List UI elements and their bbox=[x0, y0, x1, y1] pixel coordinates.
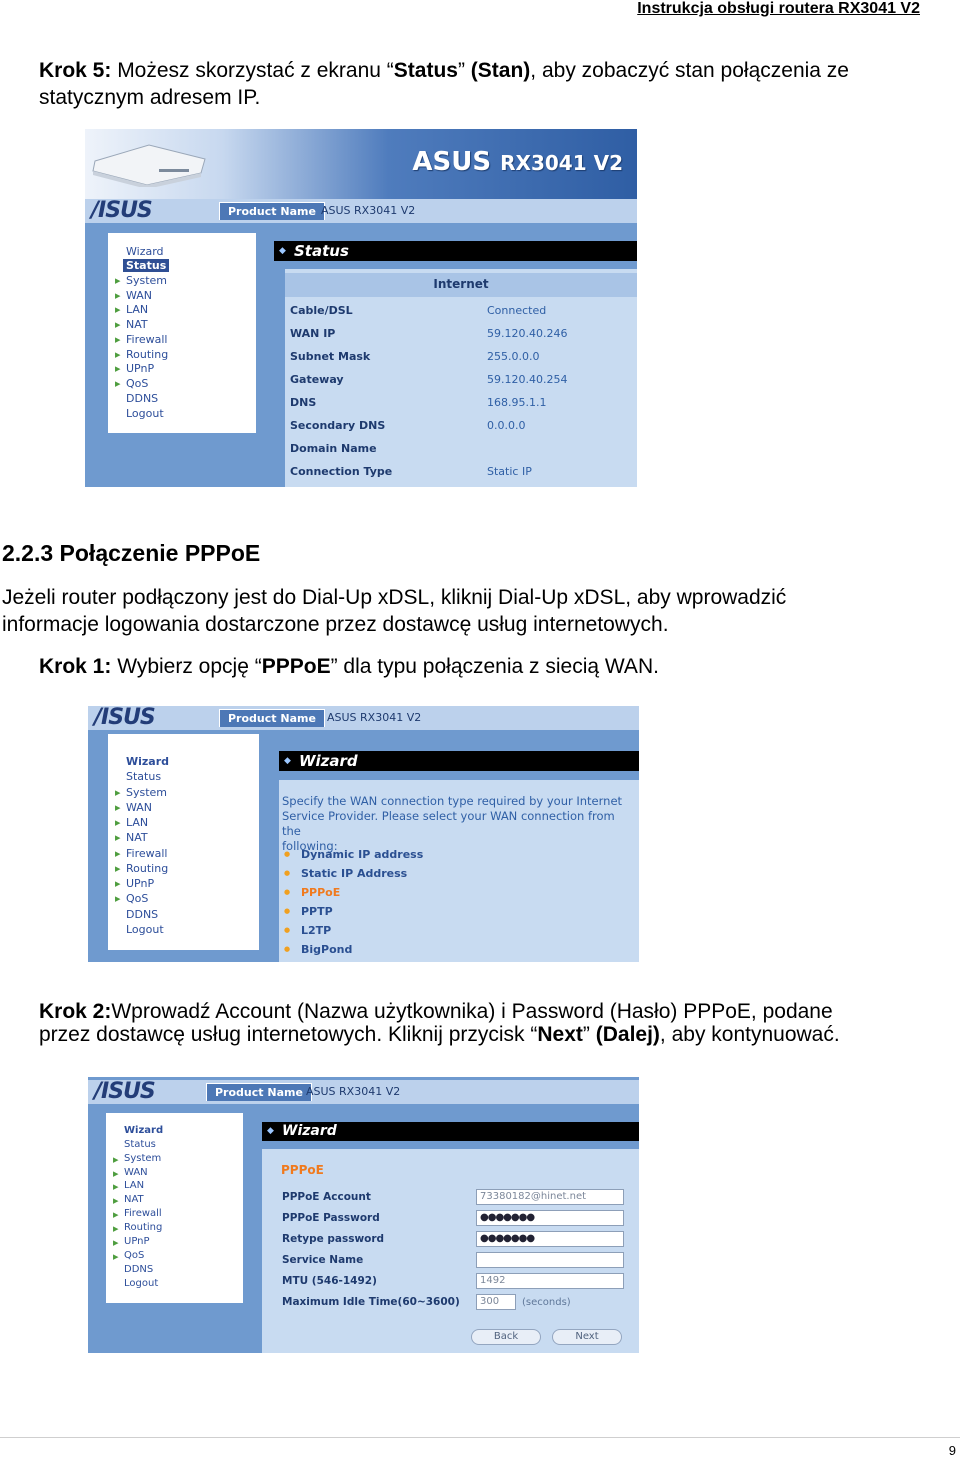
step2-prefix: Krok 2: bbox=[39, 1000, 112, 1023]
menu-wizard[interactable]: Wizard bbox=[126, 245, 164, 258]
menu-ddns[interactable]: DDNS bbox=[124, 1264, 154, 1275]
product-name-value: ASUS RX3041 V2 bbox=[306, 1085, 401, 1098]
document-header-title: Instrukcja obsługi routera RX3041 V2 bbox=[637, 0, 920, 17]
step5-text-3: , aby zobaczyć stan połączenia ze bbox=[530, 59, 849, 82]
step5-paragraph bbox=[39, 57, 939, 111]
side-menu bbox=[108, 734, 259, 950]
step2-paragraph bbox=[39, 1000, 944, 1046]
step5-line-2: statycznym adresem IP. bbox=[39, 86, 261, 109]
service-name-input[interactable] bbox=[476, 1252, 624, 1268]
pppoe-title-bar: ◆ Wizard bbox=[262, 1122, 639, 1141]
step2-text-1: Wprowadź Account (Nazwa użytkownika) i Password (Hasło) PPPoE, podane bbox=[111, 1000, 833, 1023]
menu-qos[interactable]: ▸ QoS bbox=[126, 892, 148, 905]
menu-upnp[interactable]: ▸ UPnP bbox=[124, 1236, 150, 1247]
option-pptp[interactable]: ● PPTP bbox=[301, 905, 333, 918]
pppoe-password-input[interactable]: ●●●●●●● bbox=[476, 1210, 624, 1226]
menu-qos[interactable]: ▸ QoS bbox=[124, 1250, 144, 1261]
status-row-value: 0.0.0.0 bbox=[487, 419, 526, 432]
brand-text: ASUS bbox=[412, 147, 492, 177]
model-text: RX3041 V2 bbox=[500, 151, 623, 175]
mtu-label: MTU (546-1492) bbox=[282, 1275, 377, 1287]
brand-model-title bbox=[412, 147, 623, 177]
seconds-unit: (seconds) bbox=[522, 1297, 571, 1308]
step5-status-term: Status bbox=[393, 59, 458, 82]
footer-divider bbox=[0, 1437, 960, 1438]
menu-wan[interactable]: ▸ WAN bbox=[126, 801, 152, 814]
menu-upnp[interactable]: ▸ UPnP bbox=[126, 877, 154, 890]
menu-wan[interactable]: ▸ WAN bbox=[126, 289, 152, 302]
asus-logo: /ISUS bbox=[91, 198, 152, 223]
section-intro-line-2: informacje logowania dostarczone przez dostawcę usług internetowych. bbox=[2, 613, 669, 636]
status-row-value: 59.120.40.254 bbox=[487, 373, 568, 386]
router-image-icon bbox=[89, 139, 209, 187]
menu-status[interactable]: Status bbox=[123, 259, 169, 272]
page-number: 9 bbox=[948, 1443, 956, 1458]
status-row-value: 168.95.1.1 bbox=[487, 396, 547, 409]
step1-pppoe-term: PPPoE bbox=[261, 655, 331, 678]
pppoe-account-label: PPPoE Account bbox=[282, 1191, 371, 1203]
status-title-bar: ◆ Status bbox=[274, 241, 637, 261]
wizard-content-panel bbox=[279, 780, 639, 962]
section-intro-line-1: Jeżeli router podłączony jest do Dial-Up xDSL, kliknij Dial-Up xDSL, aby wprowadzić bbox=[2, 586, 787, 609]
product-name-value: ASUS RX3041 V2 bbox=[327, 711, 422, 724]
step5-text-1: Możesz skorzystać z ekranu “ bbox=[111, 59, 394, 82]
wizard-title-bar: ◆ Wizard bbox=[279, 751, 639, 771]
status-row-value: 255.0.0.0 bbox=[487, 350, 540, 363]
idle-time-label: Maximum Idle Time(60~3600) bbox=[282, 1296, 460, 1308]
status-content-panel bbox=[285, 269, 637, 487]
status-row-value: Static IP bbox=[487, 465, 532, 478]
wizard-intro-line: following: bbox=[282, 839, 338, 853]
product-name-value: ASUS RX3041 V2 bbox=[321, 204, 416, 217]
menu-status[interactable]: Status bbox=[126, 770, 162, 783]
menu-logout[interactable]: Logout bbox=[126, 923, 164, 936]
product-name-label: Product Name bbox=[219, 709, 325, 727]
menu-nat[interactable]: ▸ NAT bbox=[124, 1194, 144, 1205]
status-row-label: Secondary DNS bbox=[290, 419, 386, 432]
step2-text-3: ” bbox=[582, 1023, 596, 1046]
retype-password-label: Retype password bbox=[282, 1233, 385, 1245]
wizard-intro-line: Service Provider. Please select your WAN connection from the bbox=[282, 809, 615, 838]
menu-routing[interactable]: ▸ Routing bbox=[126, 348, 168, 361]
pppoe-screenshot bbox=[88, 1077, 639, 1353]
menu-system[interactable]: ▸ System bbox=[124, 1153, 161, 1164]
status-row-value: 59.120.40.246 bbox=[487, 327, 568, 340]
product-name-label: Product Name bbox=[219, 202, 325, 220]
service-name-label: Service Name bbox=[282, 1254, 364, 1266]
menu-lan[interactable]: ▸ LAN bbox=[124, 1180, 144, 1191]
side-menu bbox=[108, 233, 256, 433]
step5-stan-term: (Stan) bbox=[470, 59, 531, 82]
status-row-label: WAN IP bbox=[290, 327, 336, 340]
status-row-value: Connected bbox=[487, 304, 547, 317]
option-dynamic-ip[interactable]: ● Dynamic IP address bbox=[301, 848, 423, 861]
option-l2tp[interactable]: ● L2TP bbox=[301, 924, 331, 937]
next-button[interactable]: Next bbox=[552, 1329, 622, 1345]
status-row-label: Subnet Mask bbox=[290, 350, 371, 363]
menu-lan[interactable]: ▸ LAN bbox=[126, 816, 148, 829]
asus-logo: /ISUS bbox=[94, 1079, 155, 1104]
product-strip bbox=[85, 199, 637, 223]
status-row-label: Gateway bbox=[290, 373, 344, 386]
menu-firewall[interactable]: ▸ Firewall bbox=[124, 1208, 162, 1219]
menu-nat[interactable]: ▸ NAT bbox=[126, 831, 148, 844]
menu-qos[interactable]: ▸ QoS bbox=[126, 377, 148, 390]
wizard-intro-line: Specify the WAN connection type required by your Internet bbox=[282, 794, 623, 808]
menu-routing[interactable]: ▸ Routing bbox=[126, 862, 168, 875]
status-row-label: Cable/DSL bbox=[290, 304, 353, 317]
side-menu bbox=[106, 1113, 243, 1303]
step1-prefix: Krok 1: bbox=[39, 655, 112, 678]
menu-wizard[interactable]: Wizard bbox=[126, 755, 170, 768]
section-heading: 2.2.3 Połączenie PPPoE bbox=[2, 540, 261, 566]
menu-firewall[interactable]: ▸ Firewall bbox=[126, 333, 167, 346]
status-row-label: Domain Name bbox=[290, 442, 377, 455]
section-intro bbox=[2, 584, 942, 638]
step1-text-2: ” dla typu połączenia z siecią WAN. bbox=[330, 655, 659, 678]
product-strip bbox=[88, 706, 639, 730]
menu-system[interactable]: ▸ System bbox=[126, 274, 167, 287]
retype-password-input[interactable]: ●●●●●●● bbox=[476, 1231, 624, 1247]
step2-dalej-term: (Dalej) bbox=[595, 1023, 660, 1046]
status-screenshot bbox=[85, 129, 637, 487]
back-button[interactable]: Back bbox=[471, 1329, 541, 1345]
menu-wizard[interactable]: Wizard bbox=[124, 1125, 164, 1136]
wizard-intro bbox=[282, 794, 637, 854]
product-strip bbox=[88, 1080, 639, 1104]
menu-ddns[interactable]: DDNS bbox=[126, 392, 159, 405]
pppoe-content-panel bbox=[262, 1149, 639, 1353]
step1-paragraph bbox=[39, 653, 939, 680]
menu-upnp[interactable]: ▸ UPnP bbox=[126, 362, 154, 375]
step2-text-4: , aby kontynuować. bbox=[659, 1023, 840, 1046]
pppoe-password-label: PPPoE Password bbox=[282, 1212, 380, 1224]
menu-wan[interactable]: ▸ WAN bbox=[124, 1167, 148, 1178]
step5-text-2: ” bbox=[457, 59, 471, 82]
wizard-screenshot bbox=[88, 706, 639, 962]
option-bigpond[interactable]: ● BigPond bbox=[301, 943, 352, 956]
status-row-label: DNS bbox=[290, 396, 317, 409]
menu-logout[interactable]: Logout bbox=[126, 407, 164, 420]
mtu-input[interactable]: 1492 bbox=[476, 1273, 624, 1289]
asus-logo: /ISUS bbox=[94, 706, 155, 730]
menu-logout[interactable]: Logout bbox=[124, 1278, 159, 1289]
product-name-label: Product Name bbox=[206, 1083, 312, 1101]
idle-time-input[interactable]: 300 bbox=[476, 1294, 516, 1310]
step2-next-term: Next bbox=[537, 1023, 583, 1046]
step5-prefix: Krok 5: bbox=[39, 59, 112, 82]
pppoe-subtitle: PPPoE bbox=[281, 1163, 324, 1177]
pppoe-account-input[interactable]: 73380182@hinet.net bbox=[476, 1189, 624, 1205]
menu-lan[interactable]: ▸ LAN bbox=[126, 303, 148, 316]
menu-ddns[interactable]: DDNS bbox=[126, 908, 159, 921]
menu-nat[interactable]: ▸ NAT bbox=[126, 318, 148, 331]
internet-section-header: Internet bbox=[285, 273, 637, 297]
step2-text-2: przez dostawcę usług internetowych. Kliknij przycisk “ bbox=[39, 1023, 538, 1046]
step1-text-1: Wybierz opcję “ bbox=[111, 655, 262, 678]
menu-firewall[interactable]: ▸ Firewall bbox=[126, 847, 167, 860]
option-static-ip[interactable]: ● Static IP Address bbox=[301, 867, 407, 880]
option-pppoe[interactable]: ● PPPoE bbox=[301, 886, 340, 899]
menu-status[interactable]: Status bbox=[124, 1139, 156, 1150]
menu-system[interactable]: ▸ System bbox=[126, 786, 167, 799]
menu-routing[interactable]: ▸ Routing bbox=[124, 1222, 162, 1233]
status-row-label: Connection Type bbox=[290, 465, 393, 478]
